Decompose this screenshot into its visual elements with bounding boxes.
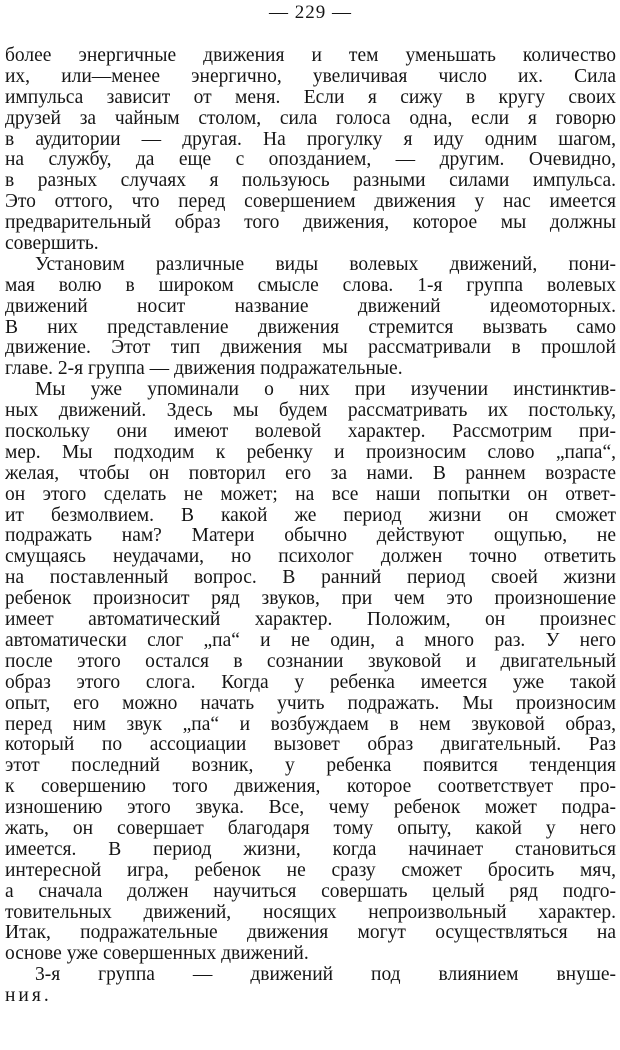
text-line: на службу, да еще с опозданием, — другим. Очевидно, xyxy=(5,150,616,171)
body-text xyxy=(5,46,616,1007)
text-line: совершить. xyxy=(5,234,99,255)
text-line: интересной игра, ребенок не сразу сможет бросить мяч, xyxy=(5,860,616,881)
text-line: ных движений. Здесь мы будем рассматривать их постольку, xyxy=(5,401,616,422)
text-line: жать, он совершает благодаря тому опыту, какой у него xyxy=(5,818,616,839)
text-line: мая волю в широком смысле слова. 1-я группа волевых xyxy=(5,275,616,296)
text-line: движений носит название движений идеомоторных. xyxy=(5,296,616,317)
text-line: ния. xyxy=(5,986,52,1007)
text-line: к совершению того движения, которое соответствует про- xyxy=(5,777,616,798)
text-line: мер. Мы подходим к ребенку и произносим слово „папа“, xyxy=(5,442,616,463)
text-line: желая, чтобы он повторил его за нами. В раннем возрасте xyxy=(5,463,616,484)
text-line: автоматически слог „па“ и не один, а много раз. У него xyxy=(5,630,616,651)
text-line: движение. Этот тип движения мы рассматривали в прошлой xyxy=(5,338,616,359)
text-line: изношению этого звука. Все, чему ребенок может подра- xyxy=(5,798,616,819)
text-line: более энергичные движения и тем уменьшать количество xyxy=(5,46,616,66)
text-line: основе уже совершенных движений. xyxy=(5,944,309,965)
text-line: он этого сделать не может; на все наши попытки он ответ- xyxy=(5,484,616,505)
text-line: после этого остался в сознании звуковой и двигательный xyxy=(5,651,616,672)
text-line: а сначала должен научиться совершать целый ряд подго- xyxy=(5,881,616,902)
text-line: в разных случаях я пользуюсь разными силами импульса. xyxy=(5,171,616,192)
text-line: имеется. В период жизни, когда начинает становиться xyxy=(5,839,616,860)
text-line: Это оттого, что перед совершением движения у нас имеется xyxy=(5,192,616,213)
text-line: который по ассоциации вызовет образ двигательный. Раз xyxy=(5,735,616,756)
text-line: смущаясь неудачами, но психолог должен точно ответить xyxy=(5,547,616,568)
text-line: Мы уже упоминали о них при изучении инстинктив- xyxy=(35,380,616,401)
text-line: перед ним звук „па“ и возбуждаем в нем звуковой образ, xyxy=(5,714,616,735)
text-line: ребенок произносит ряд звуков, при чем это произношение xyxy=(5,589,616,610)
text-line: образ этого слога. Когда у ребенка имеется уже такой xyxy=(5,672,616,693)
text-line: подражать нам? Матери обычно действуют ощупью, не xyxy=(5,526,616,547)
text-line: В них представление движения стремится вызвать само xyxy=(5,317,616,338)
text-line: их, или—менее энергично, увеличивая число их. Сила xyxy=(5,66,616,87)
text-line: главе. 2-я группа — движения подражательные. xyxy=(5,359,403,380)
text-line: опыт, его можно начать учить подражать. Мы произносим xyxy=(5,693,616,714)
page-number: — 229 — xyxy=(269,2,352,23)
text-line: поскольку они имеют волевой характер. Рассмотрим при- xyxy=(5,422,616,443)
text-line: импульса зависит от меня. Если я сижу в кругу своих xyxy=(5,87,616,108)
text-line: 3-я группа — движений под влиянием внуше- xyxy=(35,965,616,986)
text-line: в аудитории — другая. На прогулку я иду одним шагом, xyxy=(5,129,616,150)
text-line: товительных движений, носящих непроизвольный характер. xyxy=(5,902,616,923)
text-line: этот последний возник, у ребенка появится тенденция xyxy=(5,756,616,777)
text-line: Итак, подражательные движения могут осуществляться на xyxy=(5,923,616,944)
text-line: на поставленный вопрос. В ранний период своей жизни xyxy=(5,568,616,589)
text-line: друзей за чайным столом, сила голоса одна, если я говорю xyxy=(5,108,616,129)
text-line: имеет автоматический характер. Положим, он произнес xyxy=(5,610,616,631)
text-line: Установим различные виды волевых движений, пони- xyxy=(35,254,616,275)
text-line: ит безмолвием. В какой же период жизни он сможет xyxy=(5,505,616,526)
text-line: предварительный образ того движения, которое мы должны xyxy=(5,213,616,234)
